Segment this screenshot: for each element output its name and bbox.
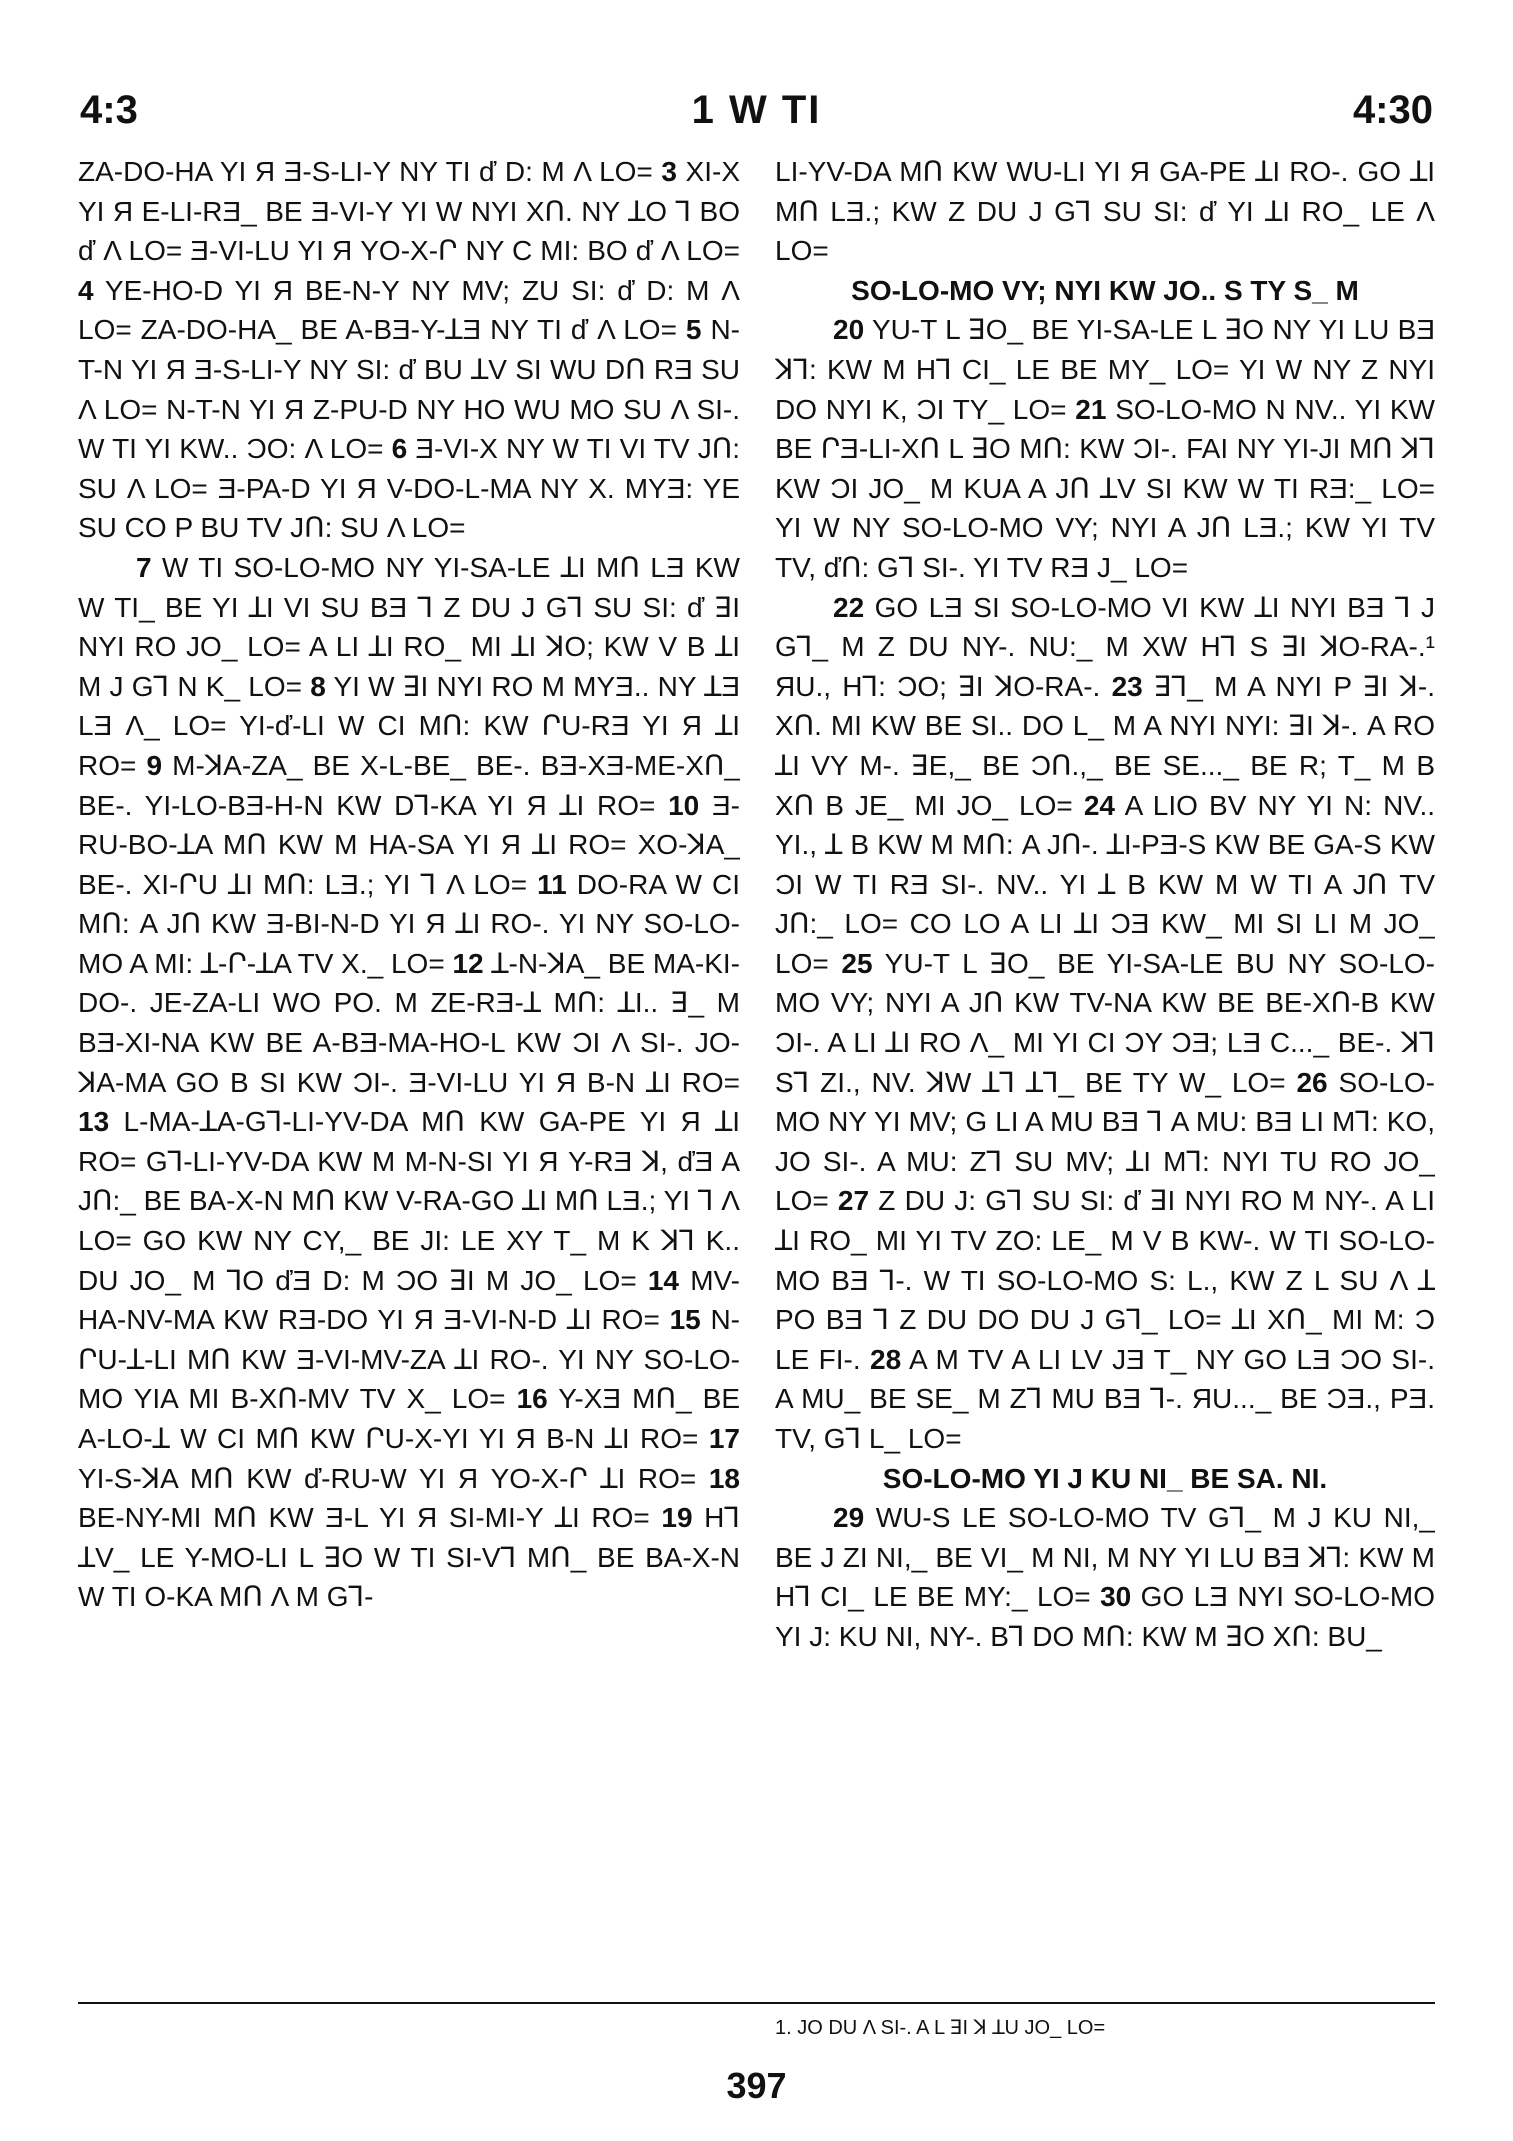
verse-text: GO LƎ NYI SO-LO-MO YI J: KU NI, NY-. Bꓶ DO MՈ: KW M ꓱO XՈ: BU_ — [775, 1581, 1435, 1652]
paragraph — [78, 152, 740, 548]
verse-number: 28 — [870, 1343, 902, 1375]
verse-text: A M TV A LI LV JƎ T_ NY GO LƎ ϽO SI-. A MU_ BE SE_ M Zꓶ MU BƎ ꓶ-. ЯU..._ BE ϽƎ., PƎ. TV, Gꓶ L_ LO= — [775, 1343, 1435, 1454]
verse-number: 18 — [708, 1462, 740, 1494]
verse-text: YU-T L ꓱO_ BE YI-SA-LE L ꓱO NY YI LU BƎ ꓘꓶ: KW M Hꓶ CI_ LE BE MY_ LO= YI W NY Z NYI DO NYI K, ϽI TY_ LO= — [775, 314, 1435, 425]
verse-number: 6 — [391, 433, 408, 465]
verse-number: 20 — [833, 314, 865, 346]
verse-text: M-ꓘA-ZA_ BE X-L-BE_ BE-. BƎ-XƎ-ME-XՈ_ BE-. YI-LO-BƎ-H-N KW Dꓶ-KA YI Я ꓕI RO= — [78, 749, 740, 821]
verse-number: 30 — [1100, 1581, 1132, 1613]
verse-number: 12 — [452, 947, 484, 979]
verse-text: ꓱꓶ_ M A NYI P ꓱI ꓘ-. XՈ. MI KW BE SI.. DO L_ M A NYI NYI: ꓱI ꓘ-. A RO ꓕI VY M-. ꓱE,_ BE ϽՈ.,_ BE SE..._ BE R; T_ M B XՈ B JE_ MI JO_ LO= — [775, 670, 1435, 821]
paragraph — [78, 548, 740, 1617]
verse-text: BE-NY-MI MՈ KW Ǝ-L YI Я SI-MI-Y ꓕI RO= — [78, 1502, 662, 1534]
verse-text: YE-HO-D YI Я BE-N-Y NY MV; ZU SI: ď D: M Λ LO= ZA-DO-HA_ BE A-BƎ-Y-ꓕƎ NY TI ď Λ LO= — [78, 274, 740, 346]
verse-text: MV-HA-NV-MA KW RƎ-DO YI Я Ǝ-VI-N-D ꓕI RO= — [78, 1264, 740, 1336]
verse-number: 19 — [661, 1502, 693, 1534]
running-header — [80, 80, 1433, 140]
paragraph — [775, 152, 1435, 271]
paragraph — [775, 1498, 1435, 1656]
verse-number: 22 — [833, 591, 865, 623]
book-title: 1 W TI — [691, 88, 822, 132]
verse-text: N-ՐU-ꓕ-LI MՈ KW Ǝ-VI-MV-ZA ꓕI RO-. YI NY SO-LO-MO YIA MI B-XՈ-MV TV X_ LO= — [78, 1304, 740, 1415]
verse-text: YI W ꓱI NYI RO M MYƎ.. NY ꓕƎ LƎ Λ_ LO= YI-ď-LI W CI MՈ: KW ՐU-RƎ YI Я ꓕI RO= — [78, 670, 740, 781]
section-heading: SO-LO-MO VY; NYI KW JO.. S TY S_ M — [851, 274, 1359, 306]
verse-text: YI-S-ꓘA MՈ KW ď-RU-W YI Я YO-X-Ր ꓕI RO= — [78, 1462, 709, 1494]
verse-number: 29 — [833, 1502, 865, 1534]
verse-text: SO-LO-MO NY YI MV; G LI A MU BƎ ꓶ A MU: BƎ LI Mꓶ: KO, JO SI-. A MU: Zꓶ SU MV; ꓕI Mꓶ: NYI TU RO JO_ LO= — [775, 1066, 1435, 1217]
verse-text: YU-T L ꓱO_ BE YI-SA-LE BU NY SO-LO-MO VY; NYI A JՈ KW TV-NA KW BE BE-XՈ-B KW ϽI-. A LI ꓕI RO Λ_ MI YI CI ϽY ϽƎ; LƎ C..._ BE-. ꓘꓶ Sꓶ ZI., NV. ꓘW ꓕꓶ ꓕꓶ_ BE TY W_ LO= — [775, 947, 1435, 1098]
paragraph — [775, 588, 1435, 1459]
right-column — [775, 152, 1435, 2000]
verse-number: 17 — [708, 1423, 740, 1454]
verse-text: SO-LO-MO N NV.. YI KW BE ՐƎ-LI-XՈ L ꓱO MՈ: KW ϽI-. FAI NY YI-JI MՈ ꓘꓶ KW ϽI JO_ M KUA A JՈ ꓕV SI KW W TI RƎ:_ LO= YI W NY SO-LO-MO VY; NYI A JՈ LƎ.; KW YI TV TV, ďՈ: Gꓶ SI-. YI TV RƎ J_ LO= — [775, 393, 1435, 583]
verse-number: 13 — [78, 1106, 110, 1138]
verse-text: Ǝ-RU-BO-ꓕA MՈ KW M HA-SA YI Я ꓕI RO= XO-ꓘA_ BE-. XI-ՐU ꓕI MՈ: LƎ.; YI ꓶ Λ LO= — [78, 789, 740, 900]
verse-text: Hꓶ ꓕV_ LE Y-MO-LI L ꓱO W TI SI-Vꓶ MՈ_ BE BA-X-N W TI O-KA MՈ Λ M Gꓶ- — [78, 1502, 740, 1613]
verse-number: 7 — [136, 551, 152, 583]
chapter-verse-end: 4:30 — [1352, 88, 1433, 132]
verse-text: GO LƎ SI SO-LO-MO VI KW ꓕI NYI BƎ ꓶ J Gꓶ_ M Z DU NY-. NU:_ M XW Hꓶ S ꓱI ꓘO-RA-.¹ ЯU., Hꓶ: ϽO; ꓱI ꓘO-RA-. — [775, 591, 1435, 702]
page-number: 397 — [726, 2065, 787, 2106]
section-heading: SO-LO-MO YI J KU NI_ BE SA. NI. — [882, 1462, 1328, 1494]
verse-number: 9 — [146, 749, 163, 781]
verse-text: XI-X YI Я E-LI-RƎ_ BE Ǝ-VI-Y YI W NYI XՈ. NY ꓕO ꓶ BO ď Λ LO= Ǝ-VI-LU YI Я YO-X-Ր NY C MI: BO ď Λ LO= — [78, 156, 740, 267]
paragraph — [775, 310, 1435, 587]
verse-text: LI-YV-DA MՈ KW WU-LI YI Я GA-PE ꓕI RO-. GO ꓕI MՈ LƎ.; KW Z DU J Gꓶ SU SI: ď YI ꓕI RO_ LE Λ LO= — [775, 156, 1435, 267]
verse-text: Y-XƎ MՈ_ BE A-LO-ꓕ W CI MՈ KW ՐU-X-YI YI Я B-N ꓕI RO= — [78, 1383, 740, 1454]
verse-number: 27 — [837, 1185, 870, 1217]
verse-number: 15 — [669, 1304, 701, 1336]
verse-number: 8 — [310, 670, 326, 702]
verse-number: 3 — [661, 156, 677, 187]
verse-number: 11 — [537, 868, 567, 900]
verse-text: Z DU J: Gꓶ SU SI: ď ꓱI NYI RO M NY-. A LI ꓕI RO_ MI YI TV ZO: LE_ M V B KW-. W TI SO-LO-MO BƎ ꓶ-. W TI SO-LO-MO S: L., KW Z L SU Λ ꓕ PO BƎ ꓶ Z DU DO DU J Gꓶ_ LO= ꓕI XՈ_ MI M: Ͻ LE FI-. — [775, 1185, 1435, 1375]
verse-number: 21 — [1075, 393, 1107, 425]
verse-number: 14 — [647, 1264, 680, 1296]
verse-text: Ǝ-VI-X NY W TI VI TV JՈ: SU Λ LO= Ǝ-PA-D YI Я V-DO-L-MA NY X. MYƎ: YE SU CO P BU TV JՈ: SU Λ LO= — [78, 433, 740, 544]
verse-number: 16 — [516, 1383, 548, 1415]
left-column — [78, 152, 740, 2000]
footnote-divider — [78, 2002, 1435, 2004]
verse-number: 24 — [1083, 789, 1116, 821]
footnote: 1. JO DU Λ SI-. A L ꓱI ꓘ ꓕU JO_ LO= — [775, 2017, 1106, 2039]
verse-number: 25 — [841, 947, 873, 979]
verse-text: ꓕ-N-ꓘA_ BE MA-KI-DO-. JE-ZA-LI WO PO. M ZE-RƎ-ꓕ MՈ: ꓕI.. ꓱ_ M BƎ-XI-NA KW BE A-BƎ-MA-HO-L KW ϽI Λ SI-. JO-ꓘA-MA GO B SI KW ϽI-. Ǝ-VI-LU YI Я B-N ꓕI RO= — [78, 947, 740, 1098]
verse-text: N-T-N YI Я Ǝ-S-LI-Y NY SI: ď BU ꓕV SI WU DՈ RƎ SU Λ LO= N-T-N YI Я Z-PU-D NY HO WU MO SU Λ SI-. W TI YI KW.. ϽO: Λ LO= — [78, 314, 740, 465]
verse-text: W TI SO-LO-MO NY YI-SA-LE ꓕI MՈ LƎ KW W TI_ BE YI ꓕI VI SU BƎ ꓶ Z DU J Gꓶ SU SI: ď ꓱI NYI RO JO_ LO= A LI ꓕI RO_ MI ꓕI ꓘO; KW V B ꓕI M J Gꓶ N K_ LO= — [78, 551, 740, 702]
verse-text: L-MA-ꓕA-Gꓶ-LI-YV-DA MՈ KW GA-PE YI Я ꓕI RO= Gꓶ-LI-YV-DA KW M M-N-SI YI Я Y-RƎ ꓘ, ďƎ A JՈ:_ BE BA-X-N MՈ KW V-RA-GO ꓕI MՈ LƎ.; YI ꓶ Λ LO= GO KW NY CY,_ BE JI: LE XY T_ M K ꓘꓶ K.. DU JO_ M ꓶO ďƎ D: M ϽO ꓱI M JO_ LO= — [78, 1106, 740, 1296]
verse-number: 10 — [668, 789, 700, 821]
verse-text: WU-S LE SO-LO-MO TV Gꓶ_ M J KU NI,_ BE J ZI NI,_ BE VI_ M NI, M NY YI LU BƎ ꓘꓶ: KW M Hꓶ CI_ LE BE MY:_ LO= — [775, 1502, 1435, 1613]
chapter-verse-start: 4:3 — [80, 88, 138, 132]
verse-text: A LIO BV NY YI N: NV.. YI., ꓕ B KW M MՈ: A JՈ-. ꓕI-PƎ-S KW BE GA-S KW ϽI W TI RƎ SI-. NV.. YI ꓕ B KW M W TI A JՈ TV JՈ:_ LO= CO LO A LI ꓕI ϽƎ KW_ MI SI LI M JO_ LO= — [775, 789, 1435, 979]
verse-text: ZA-DO-HA YI Я Ǝ-S-LI-Y NY TI ď D: M Λ LO= — [78, 156, 662, 187]
verse-number: 26 — [1296, 1066, 1328, 1098]
verse-text: DO-RA W CI MՈ: A JՈ KW Ǝ-BI-N-D YI Я ꓕI RO-. YI NY SO-LO-MO A MI: ꓕ-Ր-ꓕA TV X._ LO= — [78, 868, 740, 979]
verse-number: 23 — [1111, 670, 1143, 702]
verse-number: 5 — [685, 314, 702, 346]
verse-number: 4 — [78, 274, 94, 306]
